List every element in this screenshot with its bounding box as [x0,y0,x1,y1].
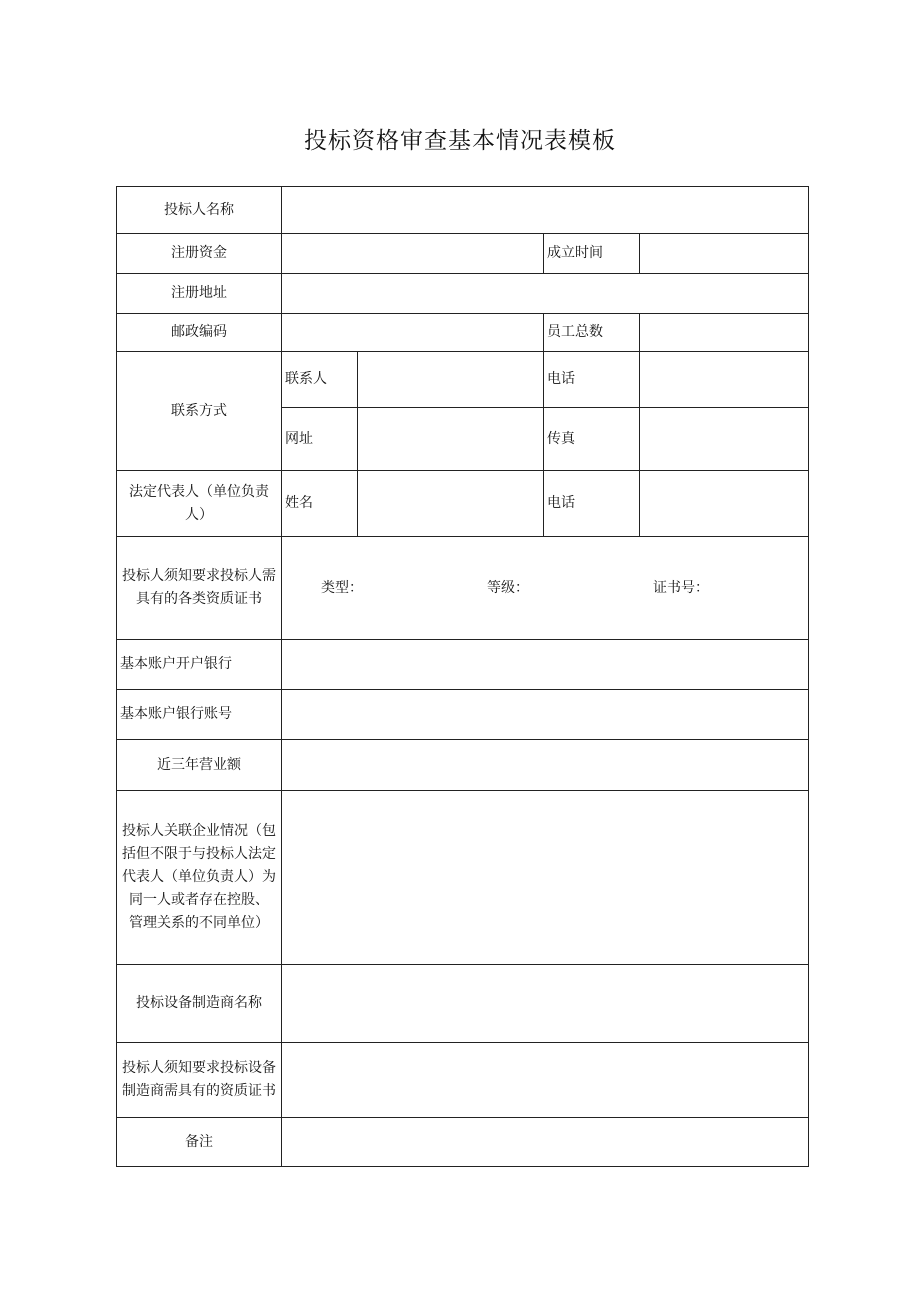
value-required-certs[interactable] [282,537,809,640]
value-bank-account[interactable] [282,690,809,740]
value-employees[interactable] [640,314,809,352]
label-reg-capital: 注册资金 [117,234,282,274]
label-related-companies [117,791,282,965]
cert-type-label: 类型： [321,579,363,596]
value-remarks[interactable] [282,1118,809,1167]
value-manufacturer-certs[interactable] [282,1043,809,1118]
value-reg-address[interactable] [282,274,809,314]
label-bidder-name: 投标人名称 [117,187,282,234]
value-manufacturer[interactable] [282,965,809,1043]
label-required-certs: 投标人须知要求投标人需具有的各类资质证书 [117,537,282,640]
label-remarks: 备注 [117,1118,282,1167]
label-revenue: 近三年营业额 [117,740,282,791]
value-fax[interactable] [640,408,809,471]
label-website: 网址 [282,408,358,471]
value-phone2[interactable] [640,471,809,537]
value-revenue[interactable] [282,740,809,791]
page-title: 投标资格审查基本情况表模板 [304,128,616,154]
cert-level-label: 等级： [487,579,529,596]
value-name[interactable] [358,471,544,537]
value-related-companies[interactable] [282,791,809,965]
label-postal-code: 邮政编码 [117,314,282,352]
value-contact-person[interactable] [358,352,544,408]
value-founded[interactable] [640,234,809,274]
value-website[interactable] [358,408,544,471]
cert-number-label: 证书号： [653,579,709,596]
label-manufacturer: 投标设备制造商名称 [117,965,282,1043]
value-phone[interactable] [640,352,809,408]
label-contact-person: 联系人 [282,352,358,408]
label-founded: 成立时间 [544,234,640,274]
label-employees: 员工总数 [544,314,640,352]
qualification-form-table [116,186,809,1167]
value-bank-name[interactable] [282,640,809,690]
value-bidder-name[interactable] [282,187,809,234]
related-companies-text-end: 管理关系的不同单位） [129,915,269,931]
label-manufacturer-certs: 投标人须知要求投标设备制造商需具有的资质证书 [117,1043,282,1118]
label-bank-name: 基本账户开户银行 [117,640,282,690]
value-postal-code[interactable] [282,314,544,352]
related-companies-text: 投标人关联企业情况（包括但不限于与投标人法定代表人（单位负责人）为同一人或者存在控股、 [122,823,276,908]
label-bank-account: 基本账户银行账号 [117,690,282,740]
label-phone: 电话 [544,352,640,408]
value-reg-capital[interactable] [282,234,544,274]
label-contact-method: 联系方式 [117,352,282,471]
label-legal-rep: 法定代表人（单位负责人） [117,471,282,537]
label-fax: 传真 [544,408,640,471]
label-phone2: 电话 [544,471,640,537]
label-reg-address: 注册地址 [117,274,282,314]
label-name: 姓名 [282,471,358,537]
